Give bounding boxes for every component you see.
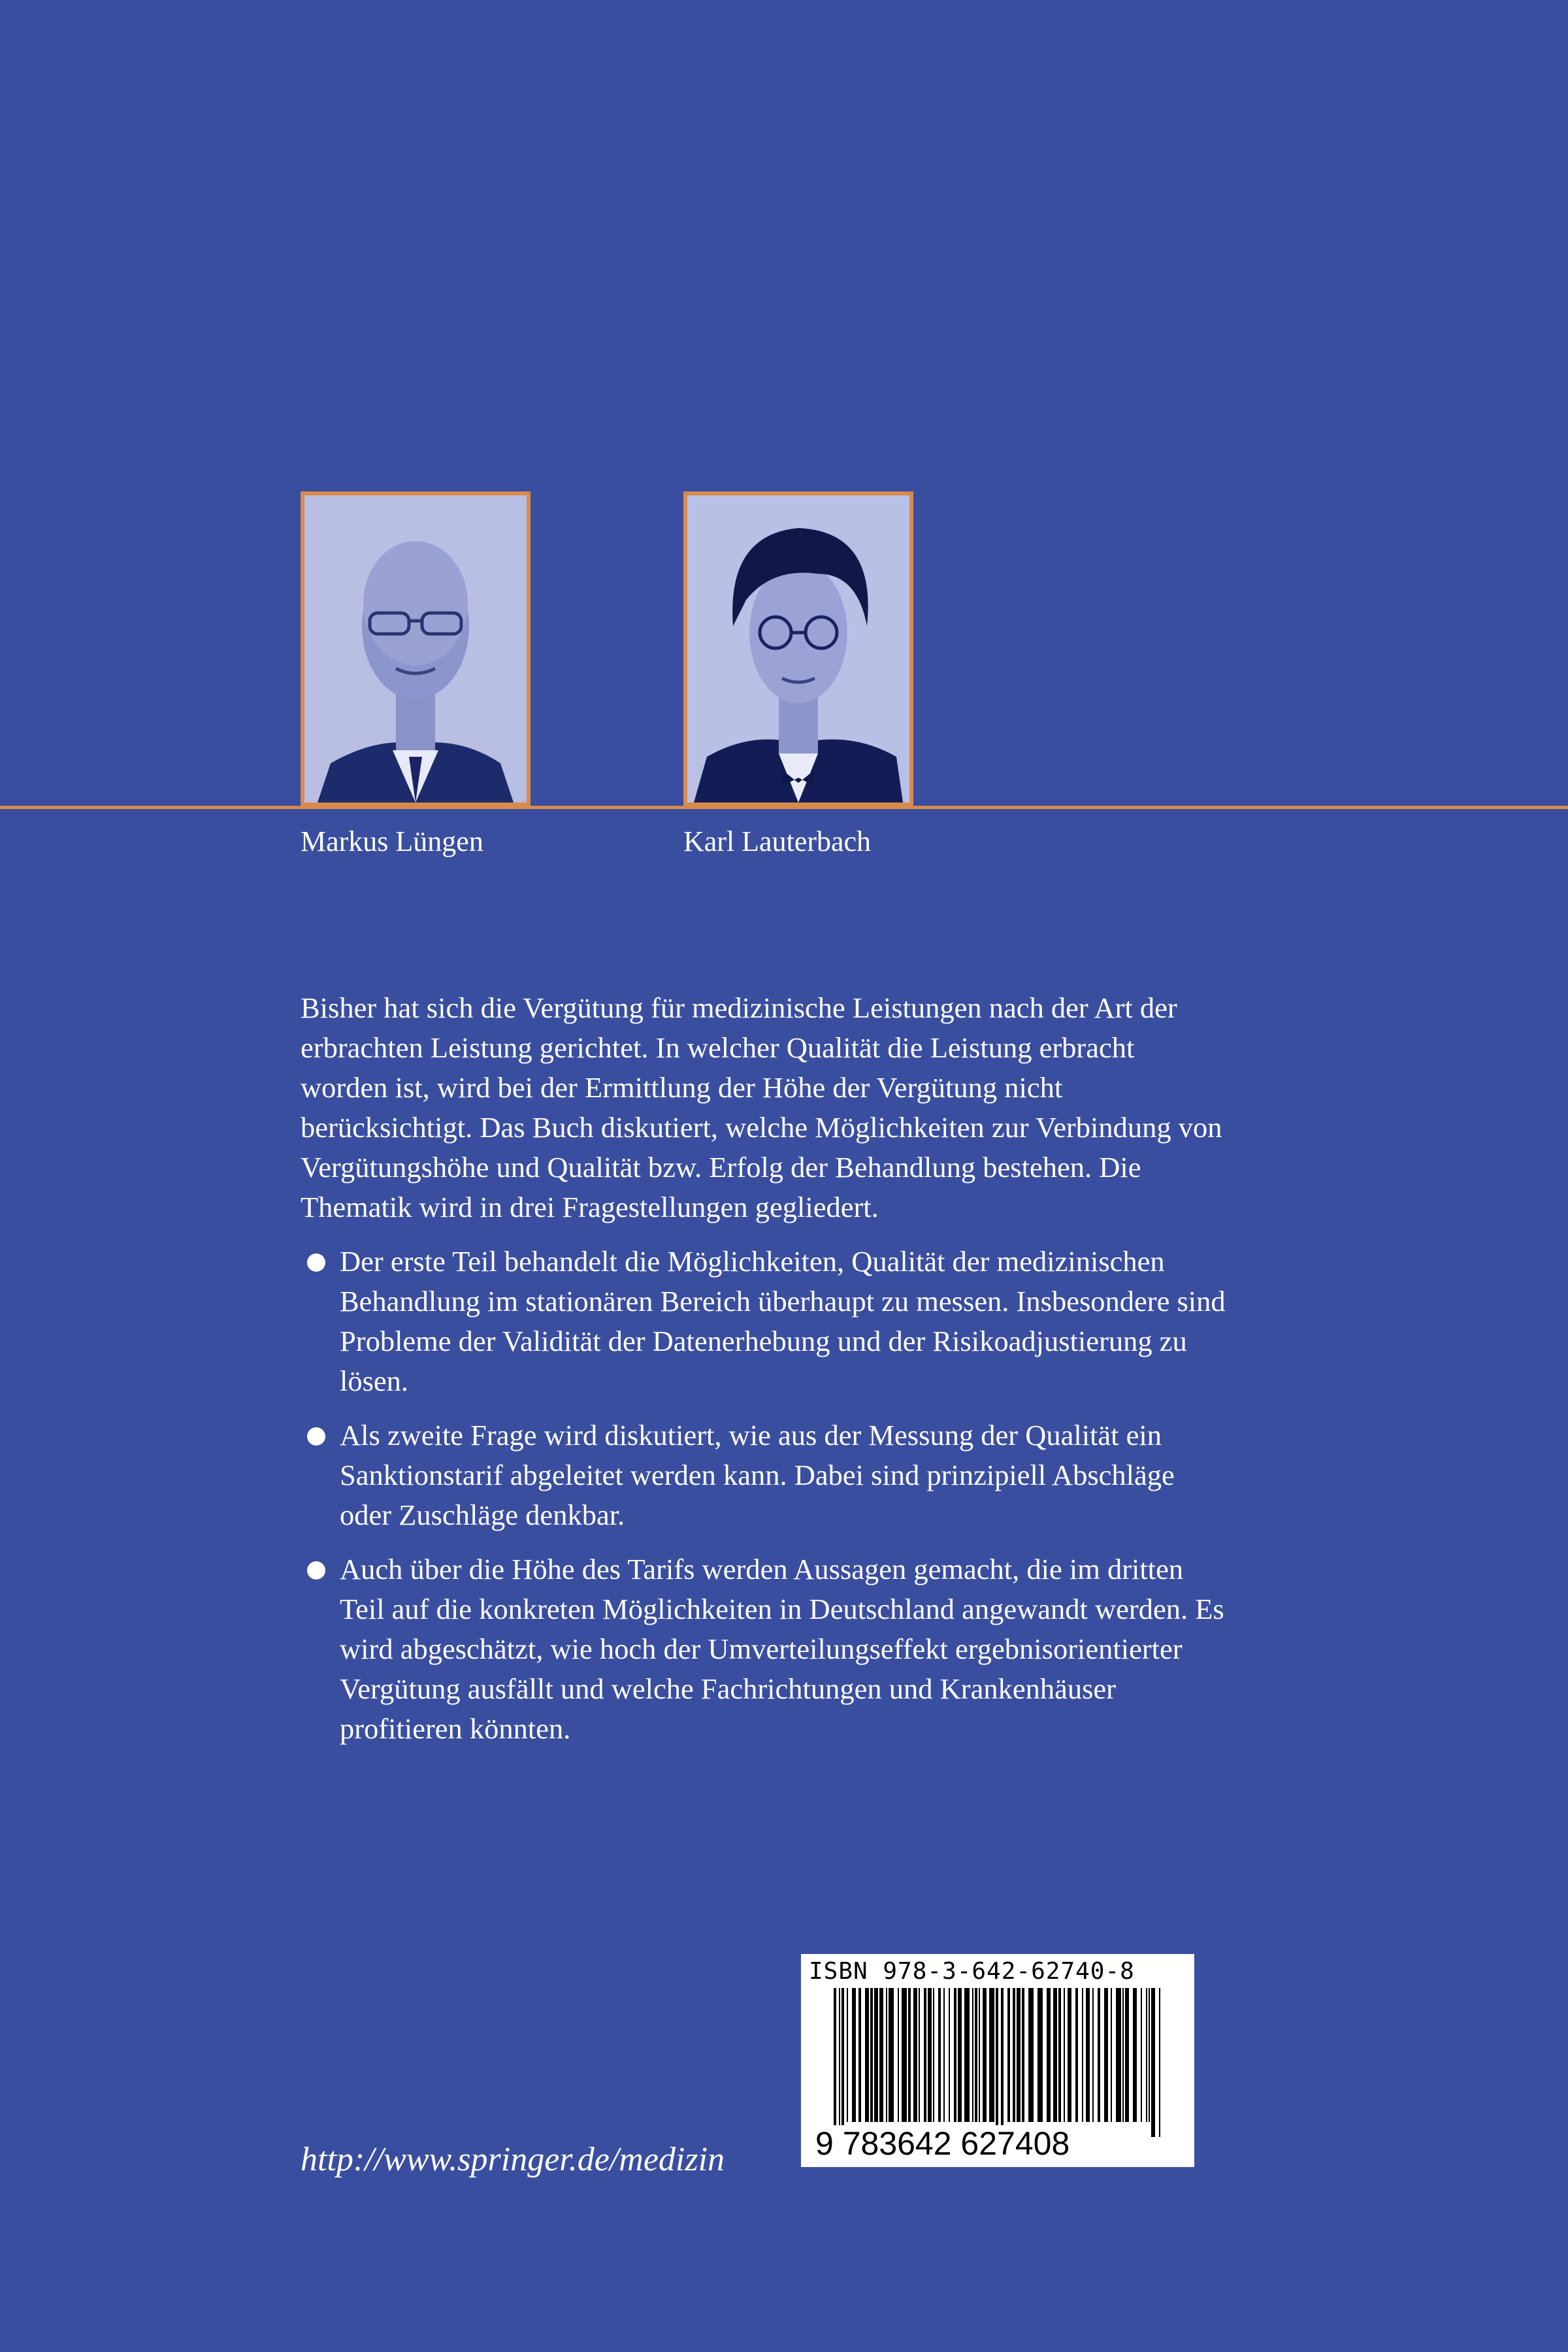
barcode-bar [1141, 1988, 1142, 2122]
isbn-barcode [801, 1954, 1194, 2167]
barcode-bar [1068, 1988, 1071, 2122]
author-photo-markus-luengen [301, 491, 531, 806]
bullet-dot-icon [307, 1253, 325, 1272]
barcode-bar [898, 1988, 899, 2122]
barcode-bar [1047, 1988, 1051, 2122]
bullet-item [301, 1549, 1228, 1749]
barcode-bar [924, 1988, 926, 2122]
barcode-bar [1146, 1988, 1147, 2122]
barcode-bar [996, 1988, 998, 2137]
barcode-bar [1022, 1988, 1024, 2122]
description-intro: Bisher hat sich die Vergütung für medizinische Leistungen nach der Art der erbrachten Leistung gerichtet. In welcher Qualität die Leistung erbracht worden ist, wird bei der Ermittlung der Höhe der Vergütung nicht berücksichtigt. Das Buch diskutiert, welche Möglichkeiten zur Verbindung von Vergütungshöhe und Qualität bzw. Erfolg der Behandlung bestehen. Die Thematik wird in drei Fragestellungen gegliedert. [301, 991, 1222, 1223]
bullet-text: Als zweite Frage wird diskutiert, wie aus der Messung der Qualität ein Sanktionstarif abgeleitet werden kann. Dabei sind prinzipiell Abschläge oder Zuschläge denkbar. [340, 1419, 1175, 1531]
bullet-item [301, 1416, 1228, 1535]
barcode-bar [886, 1988, 887, 2122]
barcode-bar [1086, 1988, 1090, 2122]
barcode-bar [1159, 1988, 1160, 2137]
barcode-bar [889, 1988, 894, 2122]
author-caption-1: Markus Lüngen [301, 825, 483, 857]
barcode-bar [913, 1988, 917, 2122]
barcode-bar [858, 1988, 861, 2122]
barcode-bar [954, 1988, 956, 2122]
barcode-bar [865, 1988, 869, 2122]
barcode-bar [879, 1988, 883, 2122]
barcode-bar [1001, 1988, 1004, 2137]
barcode-bar [1028, 1988, 1034, 2122]
barcode-bar [1092, 1988, 1094, 2122]
barcode-bar [1098, 1988, 1100, 2122]
barcode-bar [958, 1988, 962, 2122]
bullet-dot-icon [307, 1561, 325, 1580]
barcode-bar [972, 1988, 973, 2122]
barcode-bar [1122, 1988, 1124, 2122]
barcode-bar [834, 1988, 836, 2137]
barcode-bar [874, 1988, 878, 2122]
barcode-bar [902, 1988, 907, 2122]
barcode-bar [1082, 1988, 1083, 2122]
bullet-text: Der erste Teil behandelt die Möglichkeiten, Qualität der medizinischen Behandlung im stationären Bereich überhaupt zu messen. Insbesondere sind Probleme der Validität der Datenerhebung und der Risikoadjustierung zu lösen. [340, 1245, 1226, 1397]
publisher-url[interactable]: http://www.springer.de/medizin [301, 2141, 725, 2178]
barcode-bar [908, 1988, 911, 2122]
barcode-bar [870, 1988, 873, 2122]
barcode-bar [943, 1988, 945, 2122]
barcode-bar [928, 1988, 932, 2122]
barcode-bar [979, 1988, 980, 2122]
barcode-bar [975, 1988, 977, 2122]
barcode-bar [847, 1988, 848, 2122]
barcode-bar [1104, 1988, 1108, 2122]
barcode-bar [1058, 1988, 1061, 2122]
bullet-dot-icon [307, 1427, 325, 1446]
author-caption-2: Karl Lauterbach [683, 825, 872, 857]
barcode-bar [1116, 1988, 1121, 2122]
barcode-bar [1017, 1988, 1021, 2122]
barcode-bar [1053, 1988, 1057, 2122]
bullet-text: Auch über die Höhe des Tarifs werden Aussagen gemacht, die im dritten Teil auf die konkreten Möglichkeiten in Deutschland angewandt werden. Es wird abgeschätzt, wie hoch der Umverteilungseffekt ergebnisorientierter Vergütung ausfällt und welche Fachrichtungen und Krankenhäuser profitieren könnten. [340, 1553, 1224, 1745]
barcode-bar [1007, 1988, 1010, 2122]
bullet-item [301, 1242, 1228, 1401]
barcode-bar [933, 1988, 934, 2122]
barcode-bar [1075, 1988, 1078, 2122]
barcode-bar [919, 1988, 920, 2122]
barcode-bar [1064, 1988, 1065, 2122]
barcode-bar [1151, 1988, 1155, 2137]
barcode-bar [1149, 1988, 1150, 2122]
ean-digits: 9 783642 627408 [815, 2125, 1070, 2162]
barcode-bar [1111, 1988, 1112, 2122]
barcode-bar [1133, 1988, 1137, 2122]
barcode-bar [852, 1988, 856, 2122]
barcode-bar [983, 1988, 987, 2122]
barcode-bar [1013, 1988, 1015, 2122]
barcode-bar [938, 1988, 941, 2122]
isbn-label: ISBN 978-3-642-62740-8 [809, 1958, 1135, 1985]
book-description [301, 988, 1228, 1763]
barcode-bar [839, 1988, 840, 2137]
barcode-bar [1037, 1988, 1043, 2122]
barcode-bar [989, 1988, 994, 2122]
barcode-bar [841, 1988, 844, 2137]
barcode-bars [834, 1988, 1160, 2137]
barcode-bar [1125, 1988, 1129, 2122]
barcode-bar [964, 1988, 970, 2122]
author-photo-karl-lauterbach [683, 491, 913, 806]
barcode-bar [949, 1988, 950, 2122]
